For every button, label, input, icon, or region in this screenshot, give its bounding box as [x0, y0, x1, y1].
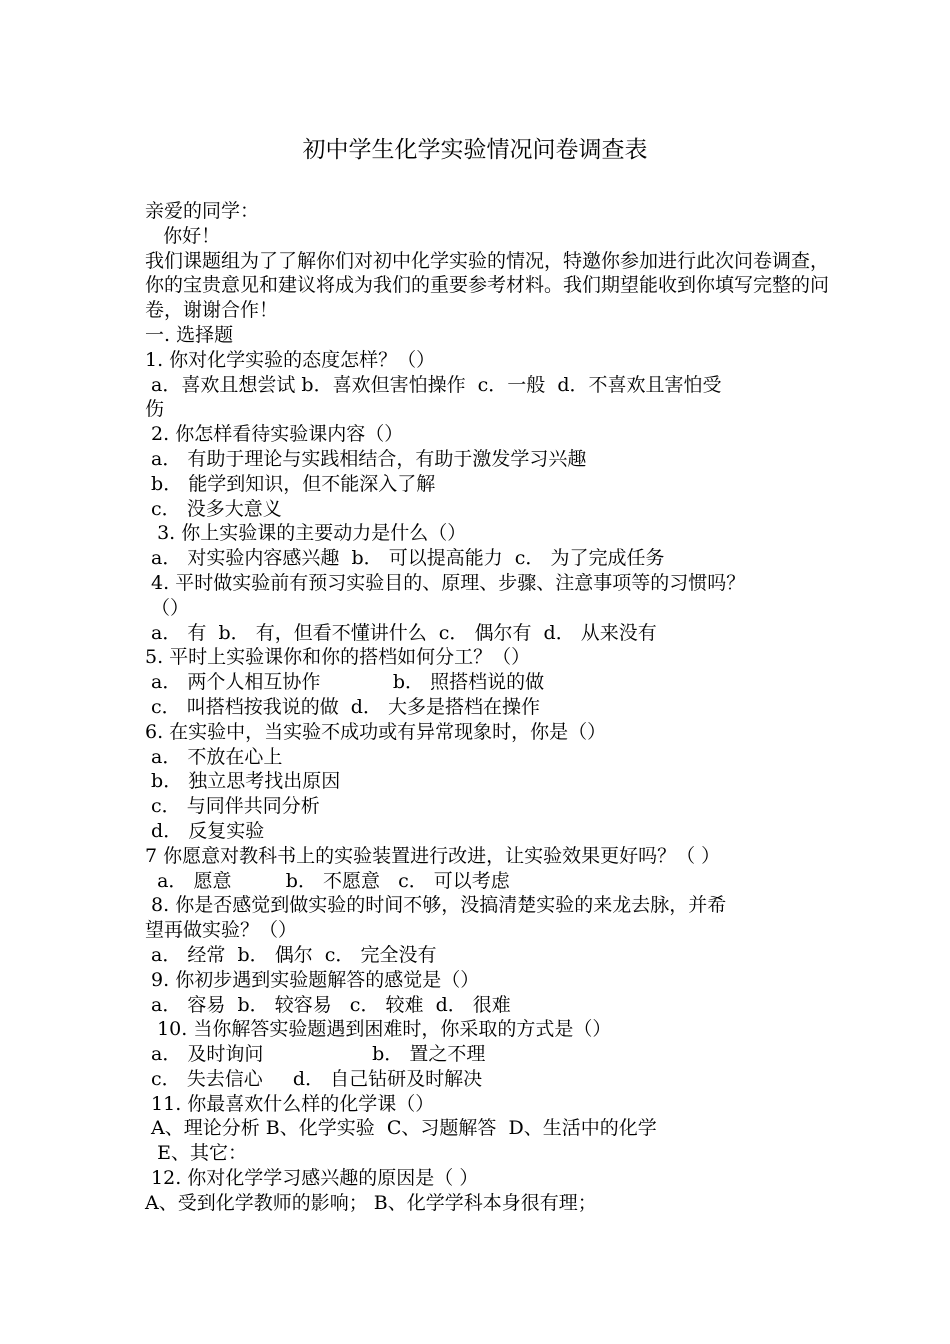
question-8	[145, 893, 835, 967]
answer-options: A、理论分析 B、化学实验 C、习题解答 D、生活中的化学	[145, 1117, 657, 1140]
greeting: 亲爱的同学：	[145, 200, 260, 222]
question-text: 10. 当你解答实验题遇到困难时，你采取的方式是（）	[145, 1018, 612, 1041]
answer-option: c． 与同伴共同分析	[145, 795, 320, 818]
question-text: 3. 你上实验课的主要动力是什么（）	[145, 522, 467, 545]
question-text: 2. 你怎样看待实验课内容（）	[145, 423, 404, 446]
question-11	[145, 1092, 835, 1166]
answer-options: a． 有 b． 有，但看不懂讲什么 c． 偶尔有 d． 从来没有	[145, 621, 657, 644]
question-text: 12. 你对化学学习感兴趣的原因是（ ）	[145, 1167, 479, 1190]
answer-options: a． 两个人相互协作 b． 照搭档说的做	[145, 671, 545, 694]
document-body	[145, 199, 835, 1216]
question-12	[145, 1166, 835, 1216]
question-2	[145, 422, 835, 521]
question-4	[145, 571, 835, 645]
question-text: 9. 你初步遇到实验题解答的感觉是（）	[145, 968, 480, 991]
section-title: 一. 选择题	[145, 323, 234, 346]
answer-option: c． 没多大意义	[145, 497, 282, 520]
answer-options: c． 叫搭档按我说的做 d． 大多是搭档在操作	[145, 695, 541, 718]
answer-option: b． 能学到知识，但不能深入了解	[145, 472, 436, 495]
answer-options: a． 容易 b． 较容易 c． 较难 d． 很难	[145, 993, 511, 1016]
question-text-continued: （）	[145, 596, 190, 619]
answer-options: a． 经常 b． 偶尔 c． 完全没有	[145, 943, 437, 966]
answer-option: d． 反复实验	[145, 819, 265, 842]
question-5	[145, 645, 835, 719]
answer-options: 伤	[145, 398, 165, 421]
answer-options: a． 及时询问 b． 置之不理	[145, 1043, 486, 1066]
question-text: 7 你愿意对教科书上的实验装置进行改进，让实验效果更好吗？（ ）	[145, 844, 721, 867]
question-text: 5. 平时上实验课你和你的搭档如何分工？（）	[145, 646, 531, 669]
answer-options: a．喜欢且想尝试 b．喜欢但害怕操作 c．一般 d．不喜欢且害怕受	[145, 373, 722, 396]
answer-options: A、受到化学教师的影响； B、化学学科本身很有理；	[145, 1191, 597, 1214]
answer-options: a． 对实验内容感兴趣 b． 可以提高能力 c． 为了完成任务	[145, 547, 665, 570]
question-10	[145, 1017, 835, 1091]
question-7	[145, 844, 835, 894]
question-text: 8. 你是否感觉到做实验的时间不够，没搞清楚实验的来龙去脉，并希	[145, 894, 727, 917]
question-text-continued: 望再做实验？（）	[145, 919, 298, 942]
question-1	[145, 348, 835, 422]
question-9	[145, 968, 835, 1018]
answer-options: a． 愿意 b． 不愿意 c． 可以考虑	[145, 869, 510, 892]
question-text: 11. 你最喜欢什么样的化学课（）	[145, 1092, 435, 1115]
question-text: 6. 在实验中，当实验不成功或有异常现象时，你是（）	[145, 720, 607, 743]
answer-option: b． 独立思考找出原因	[145, 770, 341, 793]
page-title: 初中学生化学实验情况问卷调查表	[302, 137, 648, 163]
intro-paragraph: 我们课题组为了了解你们对初中化学实验的情况，特邀你参加进行此次问卷调查，你的宝贵意见和建议将成为我们的重要参考材料。我们期望能收到你填写完整的问卷，谢谢合作！	[145, 249, 830, 322]
question-text: 1. 你对化学实验的态度怎样？（）	[145, 348, 436, 371]
answer-options: c． 失去信心 d． 自己钻研及时解决	[145, 1067, 483, 1090]
answer-options: E、其它：	[145, 1142, 247, 1165]
question-6	[145, 720, 835, 844]
question-3	[145, 521, 835, 571]
answer-option: a． 不放在心上	[145, 745, 283, 768]
answer-option: a． 有助于理论与实践相结合，有助于激发学习兴趣	[145, 447, 587, 470]
hello-text: 你好！	[145, 224, 221, 247]
question-text: 4. 平时做实验前有预习实验目的、原理、步骤、注意事项等的习惯吗？	[145, 571, 746, 594]
